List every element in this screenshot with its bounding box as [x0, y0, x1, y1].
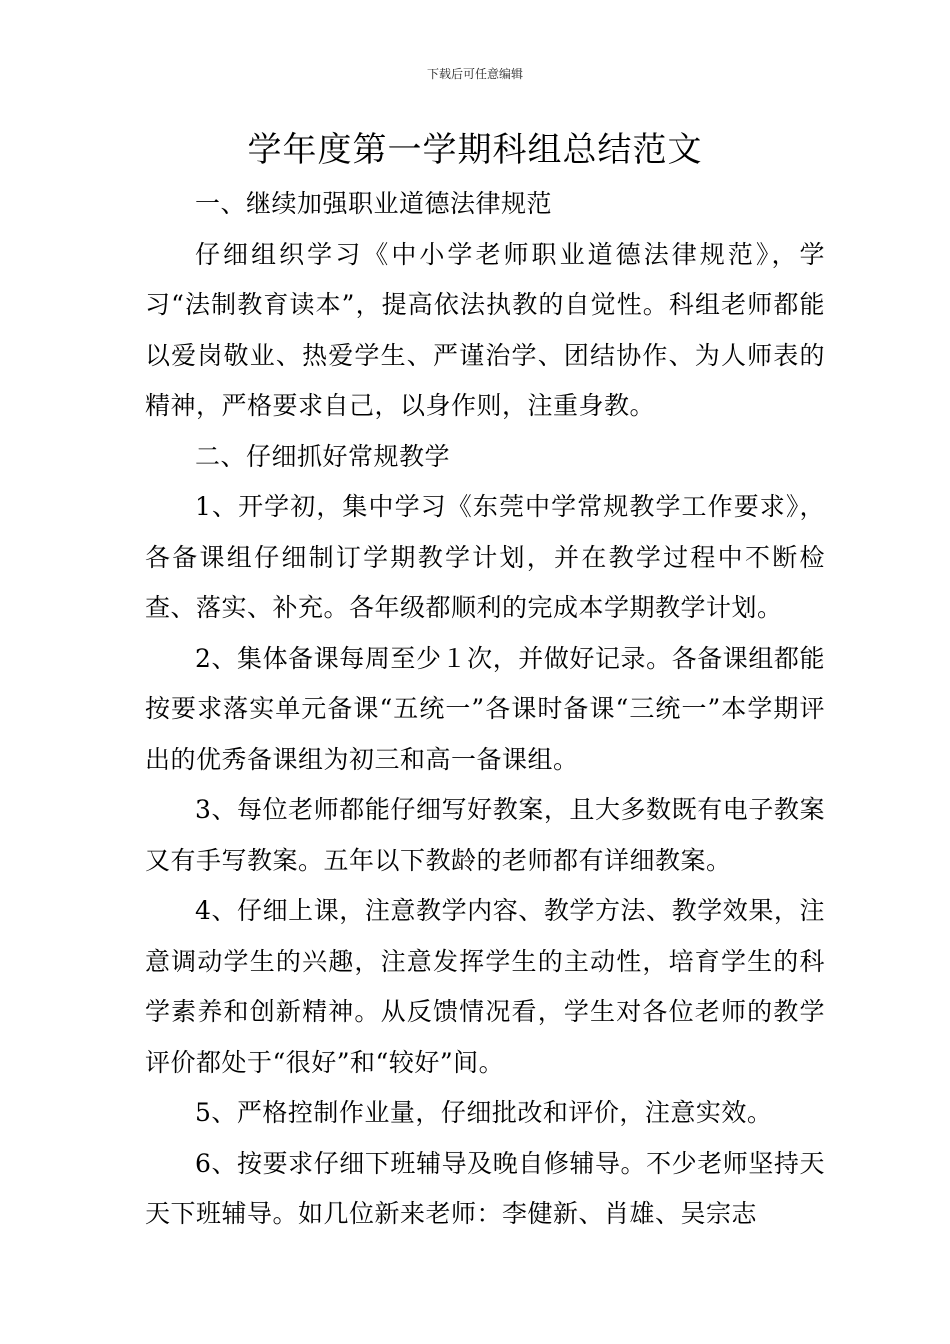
header-note: 下载后可任意编辑 [426, 67, 523, 81]
paragraph: 仔细组织学习《中小学老师职业道德法律规范》，学习“法制教育读本”，提高依法执教的自觉性。科组老师都能以爱岗敬业、热爱学生、严谨治学、团结协作、为人师表的精神，严格要求自己，以身作则，注重身教。 [145, 239, 825, 420]
section-heading-1: 一、继续加强职业道德法律规范 [195, 189, 553, 218]
section-heading-2: 二、仔细抓好常规教学 [195, 441, 451, 471]
list-item: 3、每位老师都能仔细写好教案，且大多数既有电子教案又有手写教案。五年以下教龄的老师都有详细教案。 [145, 795, 825, 875]
document-body [145, 179, 825, 1240]
list-item: 6、按要求仔细下班辅导及晚自修辅导。不少老师坚持天天下班辅导。如几位新来老师：李健新、肖雄、吴宗志 [145, 1148, 825, 1228]
document-title: 学年度第一学期科组总结范文 [247, 130, 703, 170]
list-item: 1、开学初，集中学习《东莞中学常规教学工作要求》，各备课组仔细制订学期教学计划，并在教学过程中不断检查、落实、补充。各年级都顺利的完成本学期教学计划。 [145, 492, 825, 622]
list-item: 4、仔细上课，注意教学内容、教学方法、教学效果，注意调动学生的兴趣，注意发挥学生的主动性，培育学生的科学素养和创新精神。从反馈情况看，学生对各位老师的教学评价都处于“很好”和“较好”间。 [145, 896, 825, 1077]
list-item: 2、集体备课每周至少１次，并做好记录。各备课组都能按要求落实单元备课“五统一”各课时备课“三统一”本学期评出的优秀备课组为初三和高一备课组。 [145, 643, 825, 774]
list-item: 5、严格控制作业量，仔细批改和评价，注意实效。 [195, 1098, 773, 1127]
